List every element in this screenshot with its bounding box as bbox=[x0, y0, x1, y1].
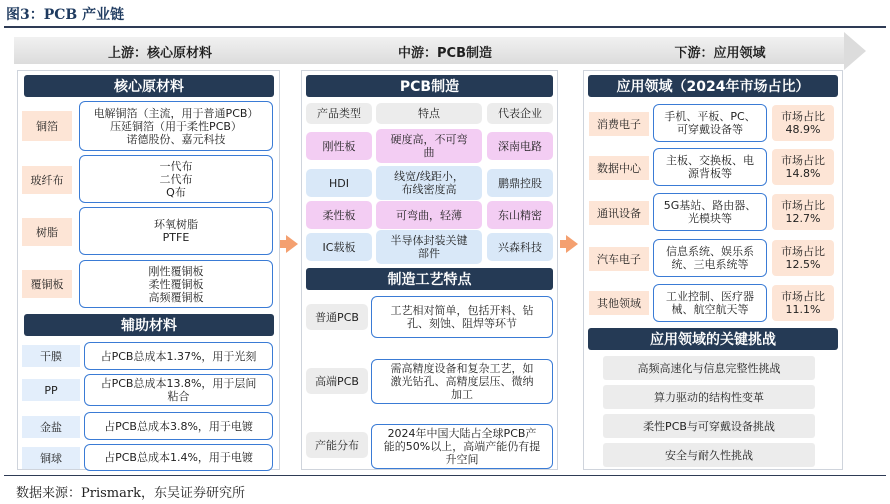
share-label: 市场占比 bbox=[781, 245, 825, 258]
feature-text: 曲 bbox=[423, 146, 435, 159]
process-features-header: 制造工艺特点 bbox=[306, 268, 553, 290]
share-value: 12.5% bbox=[785, 258, 821, 271]
core-box-copper-foil bbox=[79, 101, 273, 151]
pcb-manufacturing-header: PCB制造 bbox=[306, 75, 553, 97]
app-label-datacenter: 数据中心 bbox=[589, 156, 649, 180]
challenge-item: 柔性PCB与可穿戴设备挑战 bbox=[603, 414, 815, 438]
flow-arrow-icon bbox=[286, 235, 298, 253]
core-box-resin bbox=[79, 207, 273, 255]
aux-text: 粘合 bbox=[167, 390, 190, 403]
share-consumer bbox=[772, 105, 834, 141]
company-hdi: 鹏鼎控股 bbox=[487, 169, 553, 197]
process-text: 激光钻孔、高精度层压、微纳 bbox=[390, 375, 534, 388]
share-automotive bbox=[772, 240, 834, 276]
product-feature-ic-substrate bbox=[376, 230, 482, 264]
process-text: 工艺相对简单，包括开料、钻 bbox=[390, 304, 534, 317]
core-label-copper-foil: 铜箔 bbox=[22, 111, 72, 141]
share-value: 48.9% bbox=[785, 123, 821, 136]
col-header-company: 代表企业 bbox=[487, 103, 553, 124]
core-text: Q布 bbox=[166, 185, 186, 199]
process-text: 加工 bbox=[451, 388, 473, 401]
core-text: 压延铜箔（用于柔性PCB） bbox=[110, 119, 242, 133]
process-box-high-end bbox=[371, 359, 553, 404]
share-telecom bbox=[772, 194, 834, 230]
core-text: 二代布 bbox=[159, 172, 193, 186]
core-text: PTFE bbox=[162, 231, 190, 244]
aux-text: 占PCB总成本3.8%，用于电镀 bbox=[104, 419, 253, 433]
company-rigid: 深南电路 bbox=[487, 132, 553, 160]
aux-box-dry-film bbox=[84, 342, 273, 370]
core-text: 诺德股份、嘉元科技 bbox=[126, 132, 226, 146]
product-type-ic-substrate: IC载板 bbox=[306, 233, 372, 261]
share-datacenter bbox=[772, 149, 834, 185]
share-value: 14.8% bbox=[785, 167, 821, 180]
core-text: 电解铜箔（主流，用于普通PCB） bbox=[93, 106, 259, 120]
product-feature-flex: 可弯曲，轻薄 bbox=[376, 201, 482, 229]
banner-upstream: 上游：核心原材料 bbox=[107, 46, 212, 61]
aux-text: 占PCB总成本1.37%，用于光刻 bbox=[100, 349, 257, 363]
core-label-ccl: 覆铜板 bbox=[22, 270, 72, 298]
aux-label-dry-film: 干膜 bbox=[22, 345, 80, 367]
company-ic-substrate: 兴森科技 bbox=[487, 233, 553, 261]
process-label-high-end: 高端PCB bbox=[306, 368, 368, 394]
app-text: 统、三电系统等 bbox=[671, 258, 749, 271]
feature-text: 布线密度高 bbox=[401, 183, 457, 196]
app-box-automotive bbox=[653, 239, 767, 277]
app-box-consumer bbox=[653, 104, 767, 142]
source-note: 数据来源：Prismark，东吴证券研究所 bbox=[16, 486, 245, 501]
process-text: 2024年中国大陆占全球PCB产 bbox=[387, 427, 537, 440]
share-value: 11.1% bbox=[785, 303, 821, 316]
process-text: 孔、刻蚀、阻焊等环节 bbox=[407, 317, 517, 330]
feature-text: 部件 bbox=[418, 247, 440, 260]
product-type-rigid: 刚性板 bbox=[306, 132, 372, 160]
challenge-item: 算力驱动的结构性变革 bbox=[603, 385, 815, 409]
app-text: 源背板等 bbox=[688, 167, 732, 180]
core-box-glass-fiber bbox=[79, 155, 273, 203]
flow-arrow-icon bbox=[566, 235, 578, 253]
bottom-rule bbox=[4, 475, 886, 476]
feature-text: 线宽/线距小， bbox=[394, 170, 464, 183]
core-label-resin: 树脂 bbox=[22, 218, 72, 246]
app-box-datacenter bbox=[653, 148, 767, 186]
app-box-telecom bbox=[653, 193, 767, 231]
core-text: 一代布 bbox=[159, 159, 193, 173]
app-text: 械、航空航天等 bbox=[671, 303, 749, 316]
applications-header: 应用领域（2024年市场占比） bbox=[588, 75, 838, 97]
share-label: 市场占比 bbox=[781, 110, 825, 123]
aux-label-copper-ball: 铜球 bbox=[22, 447, 80, 469]
banner-downstream: 下游：应用领域 bbox=[674, 46, 766, 61]
core-materials-header: 核心原材料 bbox=[24, 75, 274, 97]
share-label: 市场占比 bbox=[781, 154, 825, 167]
stage-banner-arrow bbox=[844, 32, 866, 70]
aux-materials-header: 辅助材料 bbox=[24, 314, 274, 336]
app-text: 光模块等 bbox=[688, 212, 732, 225]
core-text: 柔性覆铜板 bbox=[148, 277, 204, 291]
app-text: 可穿戴设备等 bbox=[677, 123, 743, 136]
company-flex: 东山精密 bbox=[487, 201, 553, 229]
aux-label-gold-salt: 金盐 bbox=[22, 416, 80, 438]
app-label-other: 其他领域 bbox=[589, 291, 649, 315]
app-label-automotive: 汽车电子 bbox=[589, 247, 649, 271]
aux-label-pp: PP bbox=[22, 379, 80, 401]
core-label-glass-fiber: 玻纤布 bbox=[22, 166, 72, 194]
app-text: 信息系统、娱乐系 bbox=[666, 245, 754, 258]
product-feature-hdi bbox=[376, 166, 482, 200]
share-value: 12.7% bbox=[785, 212, 821, 225]
aux-box-copper-ball bbox=[84, 444, 273, 471]
aux-text: 占PCB总成本13.8%，用于层间 bbox=[100, 377, 257, 390]
feature-text: 硬度高，不可弯 bbox=[390, 133, 468, 146]
key-challenges-header: 应用领域的关键挑战 bbox=[588, 328, 838, 350]
core-box-ccl bbox=[79, 260, 273, 308]
share-label: 市场占比 bbox=[781, 290, 825, 303]
challenge-item: 高频高速化与信息完整性挑战 bbox=[603, 356, 815, 380]
app-label-consumer: 消费电子 bbox=[589, 112, 649, 136]
app-text: 手机、平板、PC、 bbox=[664, 110, 756, 123]
core-text: 环氧树脂 bbox=[154, 218, 198, 231]
process-label-capacity: 产能分布 bbox=[306, 432, 368, 458]
col-header-type: 产品类型 bbox=[306, 103, 372, 124]
aux-box-pp bbox=[84, 374, 273, 406]
share-other bbox=[772, 285, 834, 321]
product-type-hdi: HDI bbox=[306, 169, 372, 197]
core-text: 刚性覆铜板 bbox=[148, 264, 204, 278]
app-text: 工业控制、医疗器 bbox=[666, 290, 754, 303]
feature-text: 半导体封装关键 bbox=[390, 234, 468, 247]
challenge-item: 安全与耐久性挑战 bbox=[603, 443, 815, 467]
app-text: 5G基站、路由器、 bbox=[663, 199, 757, 212]
aux-text: 占PCB总成本1.4%，用于电镀 bbox=[104, 451, 253, 464]
share-label: 市场占比 bbox=[781, 199, 825, 212]
process-label-standard: 普通PCB bbox=[306, 304, 368, 330]
app-text: 主板、交换板、电 bbox=[666, 154, 754, 167]
top-rule bbox=[4, 26, 886, 28]
core-text: 高频覆铜板 bbox=[148, 290, 204, 304]
process-box-standard bbox=[371, 296, 553, 338]
banner-midstream: 中游：PCB制造 bbox=[398, 46, 492, 61]
app-label-telecom: 通讯设备 bbox=[589, 201, 649, 225]
process-text: 升空间 bbox=[445, 453, 479, 466]
process-box-capacity bbox=[371, 424, 553, 469]
process-text: 能的50%以上，高端产能仍有提 bbox=[383, 440, 541, 453]
app-box-other bbox=[653, 284, 767, 322]
product-type-flex: 柔性板 bbox=[306, 201, 372, 229]
aux-box-gold-salt bbox=[84, 412, 273, 440]
col-header-feature: 特点 bbox=[376, 103, 482, 124]
figure-title: 图3：PCB 产业链 bbox=[6, 7, 125, 23]
process-text: 需高精度设备和复杂工艺，如 bbox=[390, 362, 534, 375]
product-feature-rigid bbox=[376, 129, 482, 163]
